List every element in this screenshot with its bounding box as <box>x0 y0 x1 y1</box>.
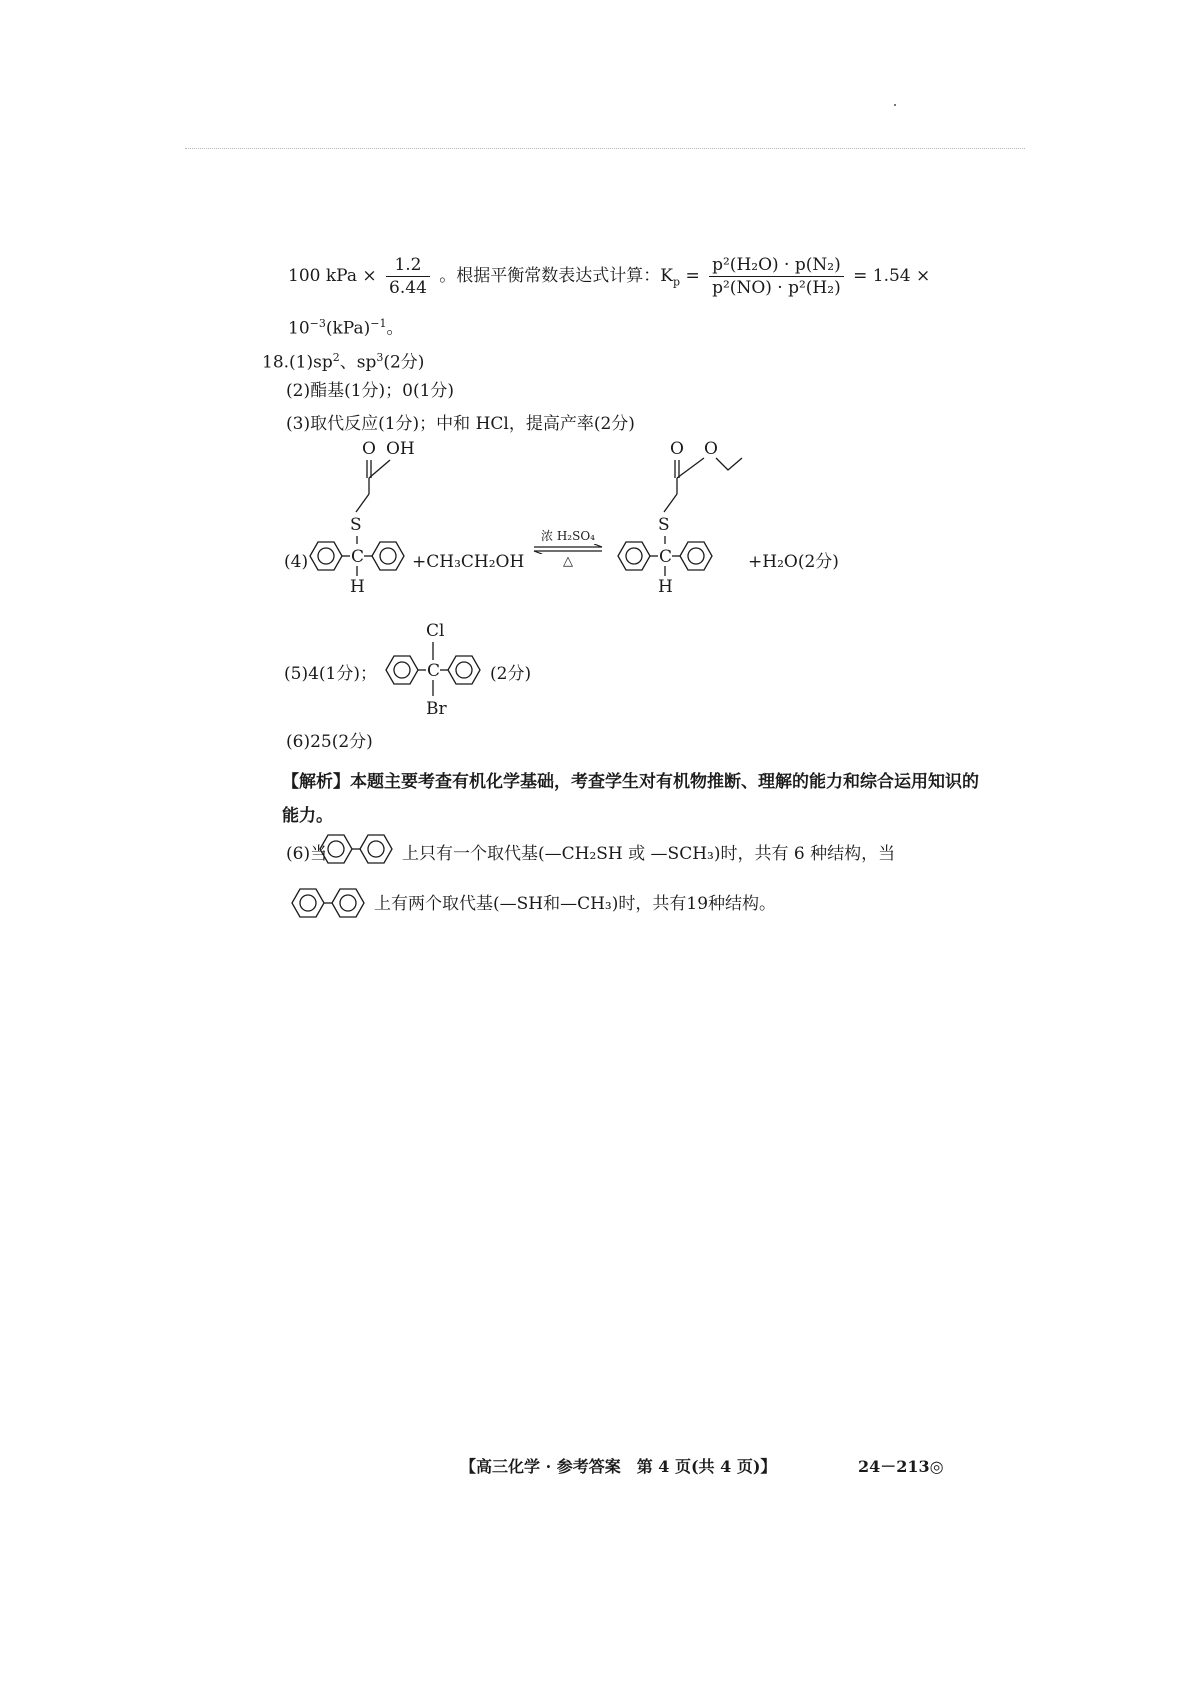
condition-heat: △ <box>563 554 573 569</box>
q18-part3: (3)取代反应(1分)；中和 HCl，提高产率(2分) <box>286 414 635 434</box>
page-footer: 【高三化学 · 参考答案 第 4 页(共 4 页)】 <box>460 1457 777 1476</box>
atom-o-ester: O <box>704 439 718 459</box>
q18-part1-score: (2分) <box>383 352 425 373</box>
unit-exponent: −1 <box>370 317 387 330</box>
kp-label-text: 。根据平衡常数表达式计算：K <box>439 266 673 286</box>
period: 。 <box>386 318 404 339</box>
kp-equation-line <box>288 254 930 299</box>
atom-c: C <box>659 547 673 567</box>
fraction-1-numerator: 1.2 <box>386 254 430 277</box>
q18-part1 <box>262 346 424 375</box>
q18-part4-label: (4) <box>284 552 309 572</box>
kp-result: = 1.54 × <box>853 266 931 286</box>
sp2-sup: 2 <box>332 351 340 364</box>
atom-oh: OH <box>386 439 415 459</box>
power-exponent: −3 <box>309 317 326 330</box>
unit-text: (kPa) <box>325 318 371 339</box>
analysis-line2: 能力。 <box>282 806 333 826</box>
doc-code: 24－213◎ <box>858 1457 944 1476</box>
q18-part2: (2)酯基(1分)；0(1分) <box>286 381 455 401</box>
analysis-l6-pre: (6)当 <box>286 844 328 864</box>
atom-c: C <box>351 547 365 567</box>
atom-h: H <box>350 577 365 597</box>
ethanol-reagent: +CH₃CH₂OH <box>412 552 525 572</box>
reaction-condition <box>532 528 604 570</box>
kp-denominator: p²(NO) · p²(H₂) <box>712 278 841 298</box>
atom-cl: Cl <box>426 621 445 641</box>
equilibrium-arrow-icon <box>532 544 604 554</box>
condition-catalyst: 浓 H₂SO₄ <box>541 529 595 543</box>
analysis-line3-rest: 上只有一个取代基(—CH₂SH 或 —SCH₃)时，共有 6 种结构，当 <box>402 844 896 864</box>
kp-fraction <box>709 254 844 299</box>
fraction-1-denominator: 6.44 <box>389 278 427 298</box>
atom-c: C <box>427 661 441 681</box>
water-product: +H₂O(2分) <box>748 552 839 572</box>
part5-structure <box>386 618 496 728</box>
analysis-text1: 本题主要考查有机化学基础，考查学生对有机物推断、理解的能力和综合运用知识的 <box>350 772 979 792</box>
analysis-line4: 上有两个取代基(—SH和—CH₃)时，共有19种结构。 <box>374 894 777 914</box>
equals-sign: = <box>685 266 700 286</box>
sp3-sup: 3 <box>376 351 384 364</box>
q18-part6: (6)25(2分) <box>286 732 373 752</box>
biphenyl-icon <box>318 832 398 866</box>
pressure-text: 100 kPa × <box>288 266 377 286</box>
q18-part5-text: (5)4(1分)； <box>284 664 377 684</box>
kp-numerator: p²(H₂O) · p(N₂) <box>709 254 844 277</box>
atom-s: S <box>350 515 362 535</box>
top-rule <box>185 148 1025 149</box>
q18-part5-score: (2分) <box>490 664 532 684</box>
q18-part1-text: 18.(1)sp <box>262 352 333 373</box>
atom-s: S <box>658 515 670 535</box>
reactant-structure <box>310 430 430 610</box>
atom-o: O <box>670 439 684 459</box>
fraction-1 <box>386 254 430 299</box>
kp-result-line <box>288 312 403 341</box>
atom-br: Br <box>426 699 447 719</box>
analysis-line1 <box>282 770 979 794</box>
atom-o: O <box>362 439 376 459</box>
scan-speck <box>894 104 896 106</box>
biphenyl-icon-2 <box>290 886 370 920</box>
q18-part1-mid: 、sp <box>339 352 377 373</box>
power-base: 10 <box>288 318 310 339</box>
product-structure <box>618 430 748 610</box>
analysis-tag: 【解析】 <box>282 772 350 792</box>
atom-h: H <box>658 577 673 597</box>
kp-subscript: p <box>673 275 681 289</box>
